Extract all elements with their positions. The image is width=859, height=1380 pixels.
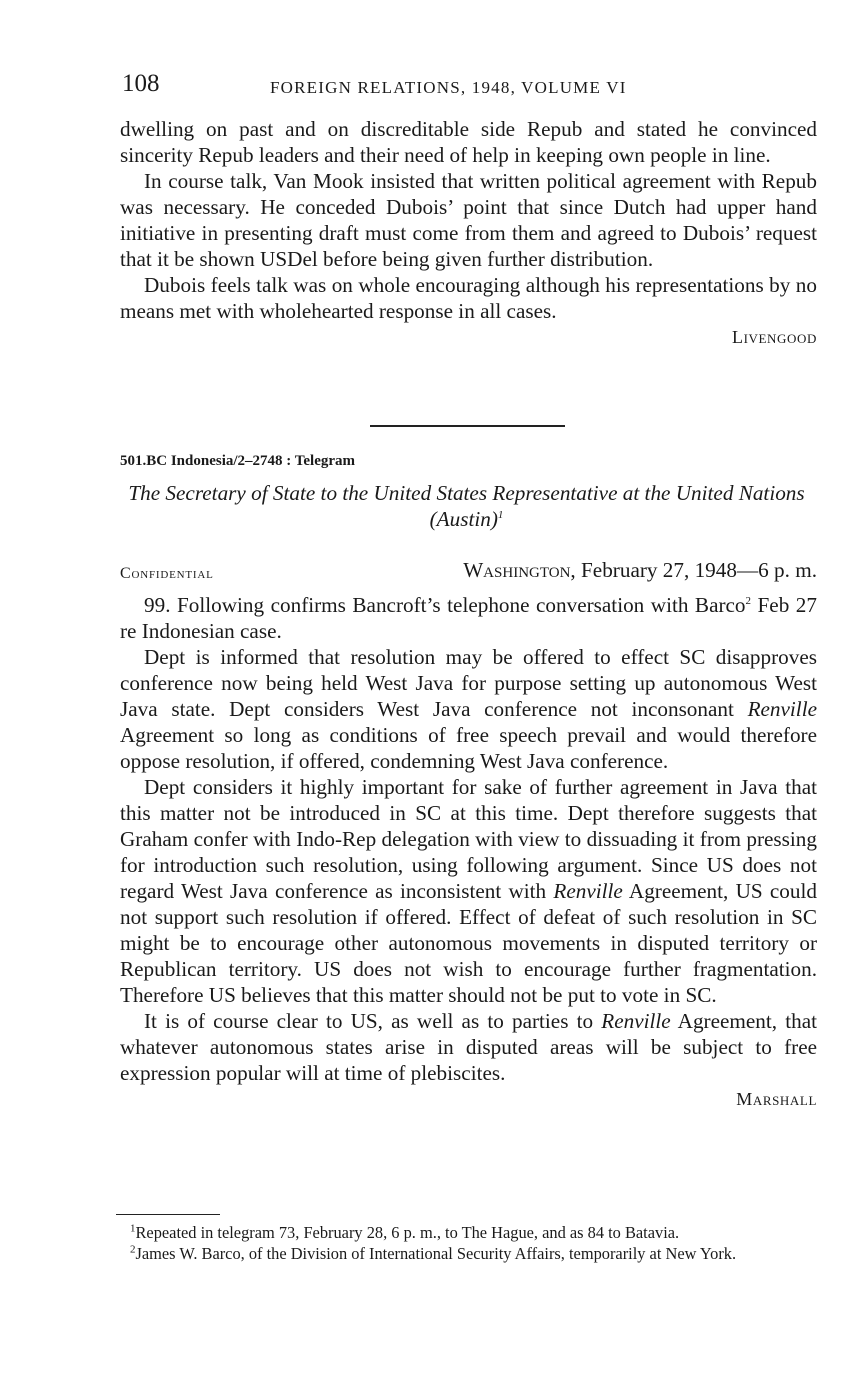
dateline [120, 557, 817, 587]
classification: Confidential [120, 565, 214, 582]
paragraph: 99. Following confirms Bancroft’s telephone conversation with Barco$^2$ Feb 27 re Indonesian case. [120, 593, 817, 643]
page-number: 108 [122, 70, 160, 97]
document-title [116, 480, 817, 532]
telegram-body [120, 592, 817, 1112]
page-header [122, 66, 722, 102]
agreement-name: Renville [747, 697, 817, 721]
footnote-number: 1 [130, 1222, 136, 1235]
paragraph: dwelling on past and on discreditable side Repub and stated he convinced sincerity Repub leaders and their need of help in keeping own people in line. [120, 117, 817, 167]
paragraph: In course talk, Van Mook insisted that written political agreement with Repub was necessary. He conceded Dubois’ point that since Dutch had upper hand initiative in presenting draft must come from them and agreed to Dubois’ request that it be shown USDel before being given further distribution. [120, 169, 817, 271]
paragraph: Dubois feels talk was on whole encouraging although his representations by no means met with wholehearted response in all cases. [120, 273, 817, 323]
document-title-text: The Secretary of State to the United States Representative at the United Nations (Austin) [128, 481, 805, 531]
paragraph: Dept is informed that resolution may be offered to effect SC disapproves conference now being held West Java for purpose setting up autonomous West Java state. Dept considers West Java conference not inconsonant Renville Agreement so long as conditions of free speech prevail and would therefore oppose resolution, if offered, condemning West Java conference. [120, 645, 817, 773]
footnote-mark: 1 [497, 508, 504, 521]
agreement-name: Renville [553, 879, 623, 903]
date-line [463, 557, 817, 583]
previous-document-continuation [120, 116, 817, 350]
footnote-mark: 2 [745, 594, 752, 607]
paragraph: It is of course clear to US, as well as to parties to Renville Agreement, that whatever autonomous states arise in disputed areas will be subject to free expression popular will at time of plebiscites. [120, 1009, 817, 1085]
date: , February 27, 1948—6 p. m. [570, 558, 817, 582]
file-reference: 501.BC Indonesia/2–2748 : Telegram [120, 453, 356, 469]
signature-livengood: Livengood [732, 327, 817, 347]
running-title: FOREIGN RELATIONS, 1948, VOLUME VI [270, 78, 627, 97]
footnote-divider [116, 1214, 220, 1215]
footnote: $^1$Repeated in telegram 73, February 28, 6 p. m., to The Hague, and as 84 to Batavia. [130, 1222, 680, 1242]
footnote-number: 2 [130, 1243, 136, 1256]
signature-marshall: Marshall [736, 1089, 817, 1109]
place: Washington [463, 558, 571, 582]
footnote: $^2$James W. Barco, of the Division of International Security Affairs, temporarily at New York. [130, 1243, 737, 1263]
footnotes [112, 1222, 810, 1266]
paragraph: Dept considers it highly important for sake of further agreement in Java that this matter not be introduced in SC at this time. Dept therefore suggests that Graham confer with Indo-Rep delegation with view to dissuading it from pressing for introduction such resolution, using following argument. Since US does not regard West Java conference as inconsistent with Renville Agreement, US could not support such resolution if offered. Effect of defeat of such resolution in SC might be to encourage other autonomous movements in disputed territory or Republican territory. US does not wish to encourage further fragmentation. Therefore US believes that this matter should not be put to vote in SC. [120, 775, 817, 1007]
section-divider [370, 425, 565, 427]
agreement-name: Renville [601, 1009, 671, 1033]
